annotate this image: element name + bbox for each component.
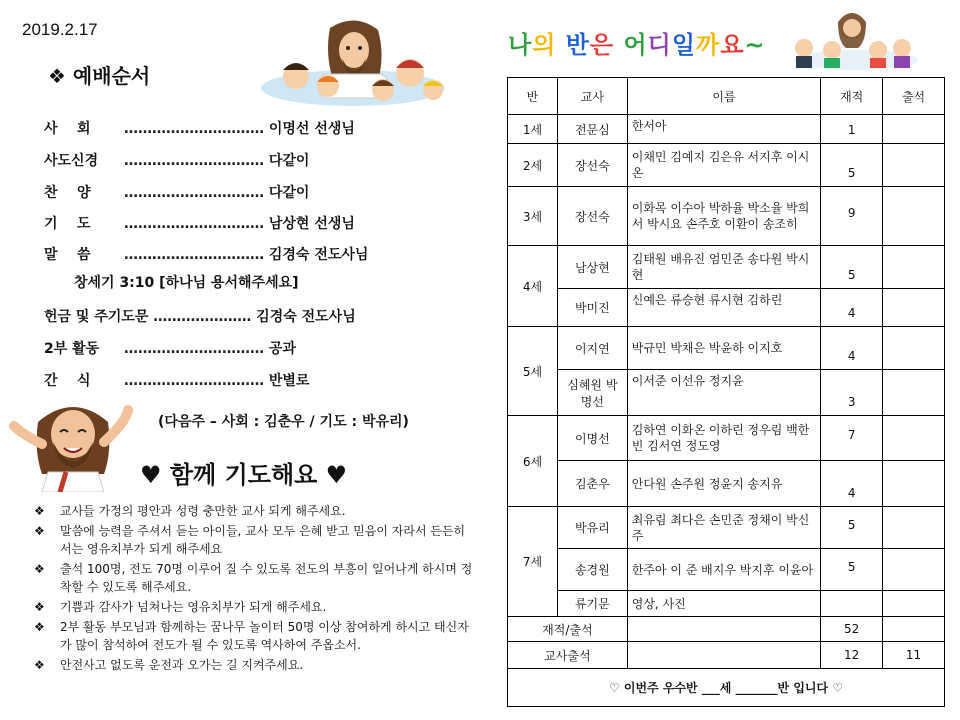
names-cell: 이화목 이수아 박하율 박소율 박희서 박시요 손주호 이환이 송조히 (627, 187, 820, 246)
order-dots: ………………………… (124, 247, 264, 263)
attendance-cell (883, 370, 945, 416)
table-row (508, 144, 945, 187)
order-item-activity (44, 338, 296, 358)
roster-title-char: 나 (508, 31, 533, 59)
prayer-text: 안전사고 없도록 운전과 오가는 길 지켜주세요. (60, 658, 304, 672)
table-row (508, 507, 945, 549)
names-cell: 이서준 이선유 정지윤 (627, 370, 820, 416)
names-cell: 영상, 사진 (627, 591, 820, 617)
order-dots: ………………………… (124, 185, 264, 201)
attendance-cell (883, 591, 945, 617)
bullet-icon: ❖ (34, 600, 45, 614)
order-title: ❖ 예배순서 (48, 64, 151, 88)
prayer-item (34, 656, 474, 674)
prayer-item (34, 502, 474, 520)
roster-title-char (556, 31, 565, 59)
order-value: 반별로 (268, 373, 310, 389)
table-row (508, 591, 945, 617)
order-dots: ………………………… (124, 373, 264, 389)
names-cell: 신예은 류승현 류시현 김하린 (627, 289, 820, 327)
order-label: 간 식 (44, 373, 91, 389)
prayer-item (34, 618, 474, 654)
teacher-enrolled: 12 (821, 642, 883, 669)
table-row (508, 549, 945, 591)
prayer-text: 2부 활동 부모님과 함께하는 꿈나무 놀이터 50명 이상 참여하게 하시고 태신자가 많이 참석하여 전도가 될 수 있도록 역사하여 주옵소서. (60, 620, 469, 652)
class-cell: 7세 (508, 507, 558, 617)
scripture: 창세기 3:10 [하나님 용서해주세요] (74, 275, 299, 291)
order-item-offering (44, 306, 356, 326)
class-cell: 6세 (508, 416, 558, 507)
class-cell: 5세 (508, 327, 558, 416)
roster-title-char: 디 (647, 31, 672, 59)
count-cell: 1 (821, 115, 883, 144)
prayer-item (34, 522, 474, 558)
count-cell: 5 (821, 144, 883, 187)
header-teacher: 교사 (557, 78, 627, 115)
table-row (508, 370, 945, 416)
roster-title-char: ~ (744, 31, 766, 59)
bullet-icon: ❖ (34, 562, 45, 576)
roster-table (507, 77, 945, 707)
count-cell: 4 (821, 327, 883, 370)
attendance-cell (883, 246, 945, 289)
header-class: 반 (508, 78, 558, 115)
table-row (508, 461, 945, 507)
count-cell (821, 591, 883, 617)
roster-title-char: 요 (720, 31, 745, 59)
table-header-row (508, 78, 945, 115)
prayer-text: 말씀에 능력을 주셔서 듣는 아이들, 교사 모두 은혜 받고 믿음이 자라서 든든히 서는 영유치부가 되게 해주세요 (60, 524, 466, 556)
attendance-cell (883, 289, 945, 327)
class-cell: 1세 (508, 115, 558, 144)
class-cell: 2세 (508, 144, 558, 187)
summary-blank (627, 617, 820, 642)
names-cell: 이채민 김예지 김은유 서지후 이시온 (627, 144, 820, 187)
teacher-cell: 이명선 (557, 416, 627, 461)
summary-row (508, 617, 945, 642)
order-dots: ………………………… (124, 121, 264, 137)
header-enrolled: 재적 (821, 78, 883, 115)
order-label: 사 회 (44, 121, 91, 137)
order-value: 다같이 (268, 185, 310, 201)
prayer-item (34, 560, 474, 596)
order-item-snack (44, 370, 309, 390)
names-cell: 한주아 이 준 배지우 박지후 이윤아 (627, 549, 820, 591)
jesus-waving-illustration (8, 392, 138, 492)
bullet-icon: ❖ (34, 658, 45, 672)
summary-label: 재적/출석 (508, 617, 628, 642)
order-value: 남상현 선생님 (268, 216, 355, 232)
names-cell: 한서아 (627, 115, 820, 144)
attendance-cell (883, 187, 945, 246)
teacher-cell: 심혜원 박명선 (557, 370, 627, 416)
teacher-attendance-label: 교사출석 (508, 642, 628, 669)
count-cell: 9 (821, 187, 883, 246)
names-cell: 박규민 박채은 박윤하 이지호 (627, 327, 820, 370)
next-week-note: (다음주 – 사회 : 김춘우 / 기도 : 박유리) (158, 414, 409, 430)
names-cell: 김태원 배유진 엄민준 송다원 박시현 (627, 246, 820, 289)
teacher-cell: 박유리 (557, 507, 627, 549)
teacher-cell: 장선숙 (557, 187, 627, 246)
summary-row (508, 642, 945, 669)
table-row (508, 115, 945, 144)
order-item-host (44, 118, 355, 138)
order-dots: ………………… (153, 309, 252, 325)
teacher-cell: 김춘우 (557, 461, 627, 507)
order-label: 말 씀 (44, 247, 91, 263)
order-label: 사도신경 (44, 153, 99, 169)
header-names: 이름 (627, 78, 820, 115)
names-cell: 김하연 이화온 이하린 정우림 백한빈 김서연 정도영 (627, 416, 820, 461)
prayer-text: 출석 100명, 전도 70명 이루어 질 수 있도록 전도의 부흥이 일어나게 하시며 정착할 수 있도록 해주세요. (60, 562, 473, 594)
order-value: 김경숙 전도사님 (268, 247, 369, 263)
order-item-prayer (44, 213, 355, 233)
bullet-icon: ❖ (34, 504, 45, 518)
order-dots: ………………………… (124, 341, 264, 357)
count-cell: 3 (821, 370, 883, 416)
table-row (508, 327, 945, 370)
order-dots: ………………………… (124, 153, 264, 169)
teacher-cell: 박미진 (557, 289, 627, 327)
order-label: 2부 활동 (44, 341, 100, 357)
teacher-cell: 남상현 (557, 246, 627, 289)
order-label: 찬 양 (44, 185, 91, 201)
count-cell: 4 (821, 289, 883, 327)
children-illustration (786, 8, 918, 70)
summary-attendance (883, 617, 945, 642)
roster-title-char: 일 (671, 31, 697, 59)
order-value: 김경숙 전도사님 (256, 309, 356, 325)
teacher-attendance: 11 (883, 642, 945, 669)
class-cell: 3세 (508, 187, 558, 246)
order-value: 공과 (268, 341, 296, 357)
order-label: 헌금 및 주기도문 (44, 309, 149, 325)
table-row (508, 416, 945, 461)
prayer-item (34, 598, 474, 616)
names-cell: 최유림 최다은 손민준 정채이 박신주 (627, 507, 820, 549)
class-cell: 4세 (508, 246, 558, 327)
count-cell: 5 (821, 246, 883, 289)
order-dots: ………………………… (124, 216, 264, 232)
teacher-cell: 장선숙 (557, 144, 627, 187)
order-item-sermon (44, 244, 368, 264)
attendance-cell (883, 416, 945, 461)
count-cell: 5 (821, 507, 883, 549)
bullet-icon: ❖ (34, 524, 45, 538)
best-class-text: ♡ 이번주 우수반 ___세 _______반 입니다 ♡ (508, 669, 945, 707)
prayer-title: ♥ 함께 기도해요 ♥ (140, 461, 348, 489)
jesus-children-illustration (258, 18, 448, 106)
table-row (508, 187, 945, 246)
names-cell: 안다원 손주원 정윤지 송지유 (627, 461, 820, 507)
attendance-cell (883, 115, 945, 144)
roster-title (508, 25, 766, 60)
attendance-cell (883, 327, 945, 370)
teacher-cell: 전문심 (557, 115, 627, 144)
roster-title-char: 어 (623, 31, 648, 59)
count-cell: 5 (821, 549, 883, 591)
bullet-icon: ❖ (34, 620, 45, 634)
attendance-cell (883, 507, 945, 549)
summary-enrolled: 52 (821, 617, 883, 642)
header-attendance: 출석 (883, 78, 945, 115)
table-row (508, 246, 945, 289)
roster-title-char: 까 (696, 31, 721, 59)
teacher-cell: 류기문 (557, 591, 627, 617)
roster-title-char: 의 (532, 31, 557, 59)
attendance-cell (883, 144, 945, 187)
roster-title-char: 반 (565, 31, 590, 59)
roster-title-char: 은 (589, 31, 615, 59)
date: 2019.2.17 (22, 20, 98, 39)
summary-blank (627, 642, 820, 669)
attendance-cell (883, 549, 945, 591)
order-value: 다같이 (268, 153, 310, 169)
count-cell: 7 (821, 416, 883, 461)
count-cell: 4 (821, 461, 883, 507)
order-item-praise (44, 182, 309, 202)
order-label: 기 도 (44, 216, 91, 232)
teacher-cell: 송경원 (557, 549, 627, 591)
teacher-cell: 이지연 (557, 327, 627, 370)
prayer-text: 기쁨과 감사가 넘쳐나는 영유치부가 되게 해주세요. (60, 600, 327, 614)
table-row (508, 289, 945, 327)
order-item-creed (44, 150, 309, 170)
best-class-row (508, 669, 945, 707)
prayer-text: 교사들 가정의 평안과 성령 충만한 교사 되게 해주세요. (60, 504, 346, 518)
attendance-cell (883, 461, 945, 507)
order-value: 이명선 선생님 (268, 121, 355, 137)
